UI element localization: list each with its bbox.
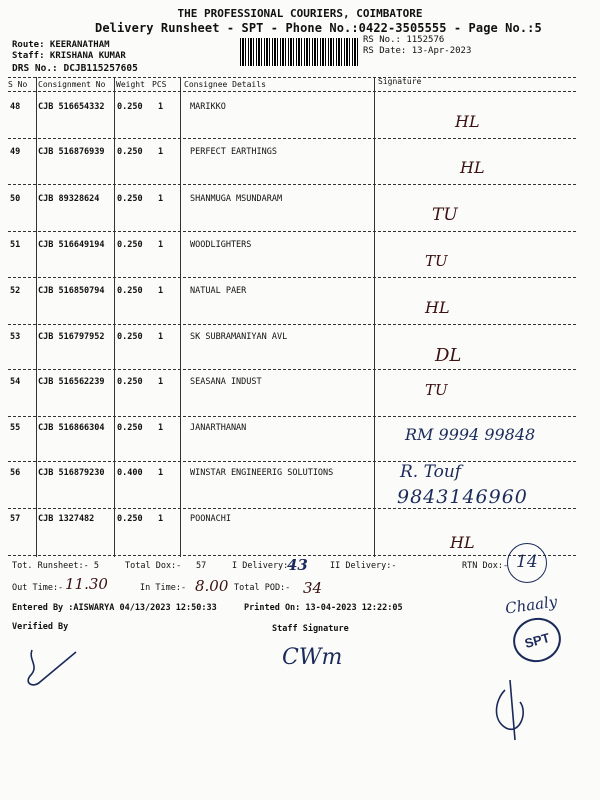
- row-signature: DL: [435, 345, 462, 366]
- row-pcs: 1: [158, 194, 164, 204]
- row-consignment: CJB 516866304: [38, 423, 105, 433]
- tot-runsheet: Tot. Runsheet:- 5: [12, 561, 99, 571]
- row-consignment: CJB 516562239: [38, 377, 105, 387]
- rtn-dox-label: RTN Dox:-: [462, 561, 509, 571]
- row-signature: R. Touf: [400, 462, 462, 482]
- row-consignment: CJB 1327482: [38, 514, 95, 524]
- row-sno: 53: [10, 332, 21, 342]
- row-pcs: 1: [158, 468, 164, 478]
- col-consignment: Consignment No: [38, 80, 106, 89]
- out-time-label: Out Time:-: [12, 583, 64, 593]
- row-weight: 0.250: [117, 377, 143, 387]
- row-consignee: SK SUBRAMANIYAN AVL: [190, 332, 288, 342]
- in-time-value: 8.00: [195, 577, 229, 595]
- ii-delivery-label: II Delivery:-: [330, 561, 397, 571]
- row-pcs: 1: [158, 286, 164, 296]
- row-signature: TU: [432, 205, 458, 225]
- row-signature: HL: [450, 533, 475, 552]
- rs-number: RS No.: 1152576: [363, 35, 445, 45]
- col-sno: S No: [8, 80, 28, 89]
- row-phone: 9843146960: [397, 486, 528, 508]
- total-pod-value: 34: [303, 579, 323, 597]
- row-consignee: WINSTAR ENGINEERIG SOLUTIONS: [190, 468, 334, 478]
- rs-date: RS Date: 13-Apr-2023: [363, 46, 472, 56]
- row-weight: 0.250: [117, 514, 143, 524]
- row-consignment: CJB 516876939: [38, 147, 105, 157]
- handwritten-signature: [496, 680, 523, 740]
- row-sno: 52: [10, 286, 21, 296]
- row-pcs: 1: [158, 377, 164, 387]
- row-weight: 0.250: [117, 102, 143, 112]
- row-weight: 0.250: [117, 240, 143, 250]
- out-time-value: 11.30: [65, 575, 108, 593]
- row-consignee: MARIKKO: [190, 102, 226, 112]
- row-weight: 0.250: [117, 286, 143, 296]
- staff-signature-label: Staff Signature: [272, 624, 349, 634]
- row-sno: 55: [10, 423, 21, 433]
- row-weight: 0.400: [117, 468, 143, 478]
- row-consignee: SEASANA INDUST: [190, 377, 262, 387]
- row-consignment: CJB 516879230: [38, 468, 105, 478]
- row-signature: HL: [455, 112, 480, 131]
- printed-on: Printed On: 13-04-2023 12:22:05: [244, 603, 403, 613]
- row-signature: HL: [460, 158, 485, 177]
- spt-stamp: SPT: [508, 613, 566, 668]
- rtn-dox-value: 14: [516, 552, 538, 572]
- row-weight: 0.250: [117, 423, 143, 433]
- row-consignment: CJB 516850794: [38, 286, 105, 296]
- row-pcs: 1: [158, 240, 164, 250]
- row-consignment: CJB 516797952: [38, 332, 105, 342]
- runsheet-title: Delivery Runsheet - SPT - Phone No.:0422-3505555 - Page No.:5: [95, 21, 542, 35]
- row-consignment: CJB 516654332: [38, 102, 105, 112]
- row-weight: 0.250: [117, 147, 143, 157]
- col-pcs: PCS: [152, 80, 167, 89]
- company-title: THE PROFESSIONAL COURIERS, COIMBATORE: [177, 7, 423, 20]
- row-sno: 56: [10, 468, 21, 478]
- row-pcs: 1: [158, 514, 164, 524]
- row-consignee: POONACHI: [190, 514, 231, 524]
- row-weight: 0.250: [117, 332, 143, 342]
- row-consignee: SHANMUGA MSUNDARAM: [190, 194, 283, 204]
- row-weight: 0.250: [117, 194, 143, 204]
- col-signature: Signature: [378, 77, 422, 86]
- verifier-signature: [28, 650, 76, 685]
- total-dox-value: 57: [196, 561, 207, 571]
- row-sno: 54: [10, 377, 21, 387]
- handwritten-note: Chaaly: [504, 592, 559, 618]
- verified-by: Verified By: [12, 622, 69, 632]
- row-consignment: CJB 516649194: [38, 240, 105, 250]
- row-sno: 51: [10, 240, 21, 250]
- col-weight: Weight: [116, 80, 145, 89]
- i-delivery-value: 43: [287, 556, 308, 574]
- i-delivery-label: I Delivery:-: [232, 561, 294, 571]
- row-signature: RM 9994 99848: [405, 425, 536, 444]
- row-consignee: NATUAL PAER: [190, 286, 247, 296]
- staff-label: Staff: KRISHANA KUMAR: [12, 51, 126, 61]
- row-sno: 49: [10, 147, 21, 157]
- col-consignee: Consignee Details: [184, 80, 266, 89]
- staff-signature: CWm: [282, 645, 343, 670]
- row-signature: TU: [425, 252, 448, 270]
- row-consignee: PERFECT EARTHINGS: [190, 147, 277, 157]
- row-sno: 48: [10, 102, 21, 112]
- row-pcs: 1: [158, 102, 164, 112]
- row-pcs: 1: [158, 332, 164, 342]
- row-consignee: JANARTHANAN: [190, 423, 247, 433]
- in-time-label: In Time:-: [140, 583, 187, 593]
- row-pcs: 1: [158, 147, 164, 157]
- row-signature: HL: [425, 298, 450, 317]
- row-sno: 57: [10, 514, 21, 524]
- total-pod-label: Total POD:-: [234, 583, 291, 593]
- drs-number: DRS No.: DCJB115257605: [12, 63, 138, 74]
- route-label: Route: KEERANATHAM: [12, 40, 110, 50]
- row-consignment: CJB 89328624: [38, 194, 100, 204]
- row-signature: TU: [425, 381, 448, 399]
- entered-by: Entered By :AISWARYA 04/13/2023 12:50:33: [12, 603, 217, 613]
- row-consignee: WOODLIGHTERS: [190, 240, 252, 250]
- row-sno: 50: [10, 194, 21, 204]
- total-dox-label: Total Dox:-: [125, 561, 182, 571]
- row-pcs: 1: [158, 423, 164, 433]
